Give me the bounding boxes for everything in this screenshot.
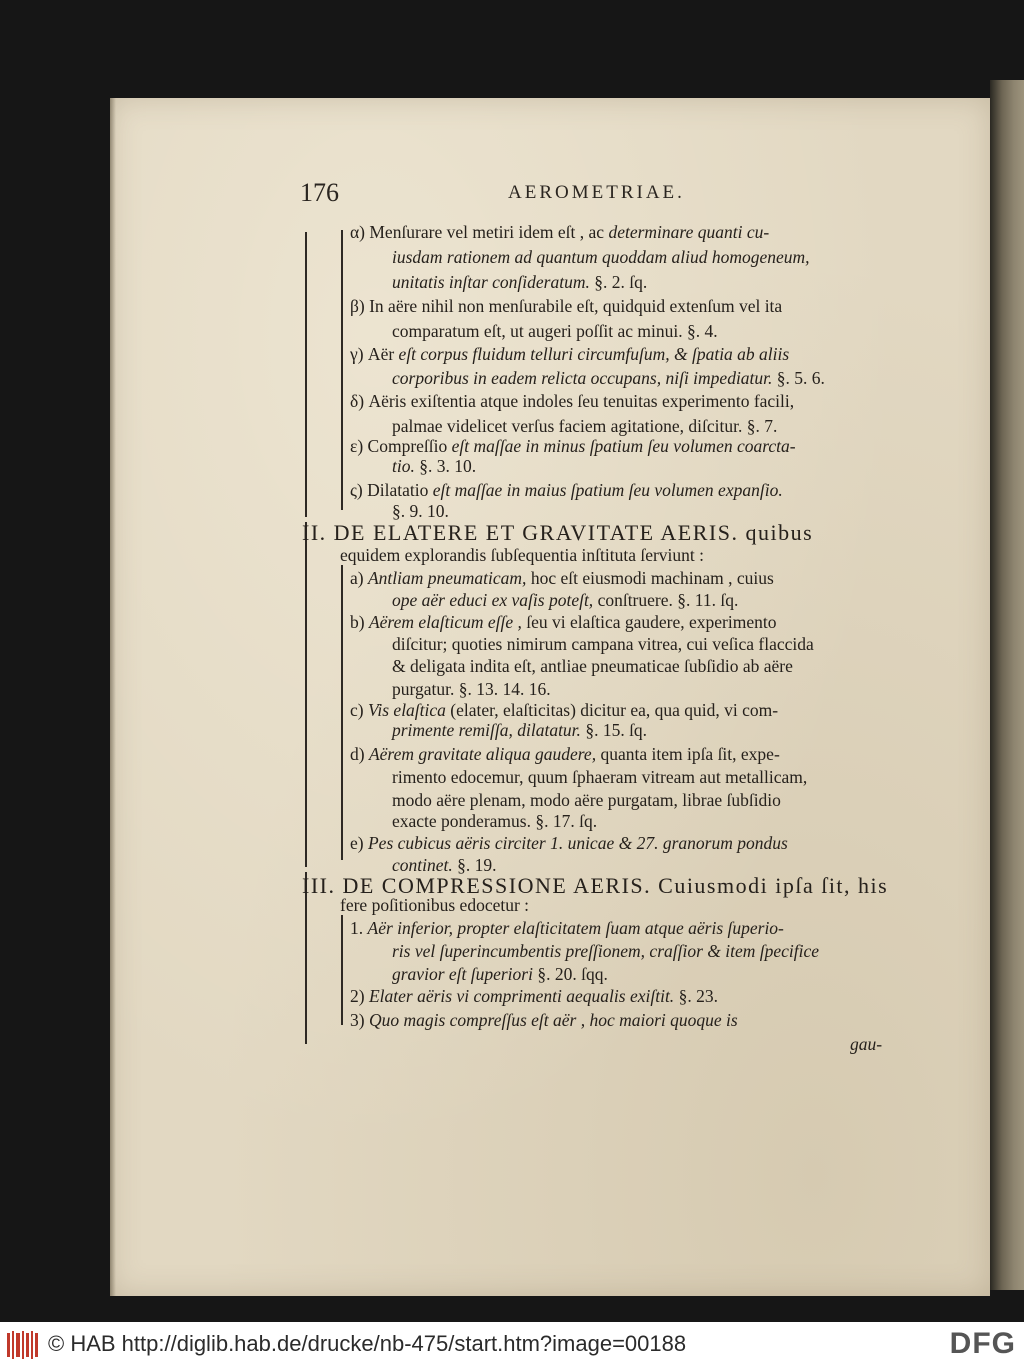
line-text: ε) Compreſſio xyxy=(350,436,452,456)
line-trailing-text: Cuiusmodi ipſa ſit, his xyxy=(651,873,889,898)
line-text: a) xyxy=(350,568,368,588)
line-trailing-text: hoc eſt eiusmodi machinam , cuius xyxy=(526,568,774,588)
line-italic-text: unitatis inſtar conſideratum. xyxy=(392,272,590,292)
line-trailing-text: quanta item ipſa ſit, expe- xyxy=(596,744,780,764)
sub-bracket-line xyxy=(341,565,343,860)
text-line xyxy=(350,344,789,365)
line-trailing-text: §. 5. 6. xyxy=(772,368,825,388)
text-line xyxy=(392,321,718,342)
text-line xyxy=(340,545,704,566)
line-trailing-text: §. 2. ſq. xyxy=(589,272,648,292)
line-text: β) In aëre nihil non menſurabile eſt, quidquid extenſum vel ita xyxy=(350,296,783,316)
line-italic-text: eſt corpus fluidum telluri circumfuſum, & ſpatia ab aliis xyxy=(398,344,790,364)
text-line xyxy=(392,456,476,477)
page-number: 176 xyxy=(300,178,339,207)
line-text: ς) Dilatatio xyxy=(350,480,433,500)
running-title: AEROMETRIAE. xyxy=(508,182,685,203)
text-line xyxy=(392,656,793,677)
text-line xyxy=(392,790,781,811)
text-line xyxy=(350,744,780,765)
text-line xyxy=(350,700,778,721)
adjacent-page-edge xyxy=(990,80,1024,1290)
line-text: equidem explorandis ſubſequentia inſtituta ſerviunt : xyxy=(340,545,705,565)
text-line xyxy=(392,634,814,655)
sub-bracket-line xyxy=(341,915,343,1025)
line-italic-text: corporibus in eadem relicta occupans, niſi impediatur. xyxy=(392,368,773,388)
line-italic-text: Elater aëris vi comprimenti aequalis exiſtit. xyxy=(368,986,675,1006)
text-line xyxy=(392,368,825,389)
line-text: δ) Aëris exiſtentia atque indoles ſeu tenuitas experimento facili, xyxy=(350,391,795,411)
text-line xyxy=(392,501,449,522)
line-text: 1. xyxy=(350,918,368,938)
line-text: exacte ponderamus. §. 17. ſq. xyxy=(392,811,598,831)
line-trailing-text: §. 3. 10. xyxy=(414,456,477,476)
line-text: 3) xyxy=(350,1010,369,1030)
text-line xyxy=(850,1034,882,1055)
line-text: α) Menſurare vel metiri idem eſt , ac xyxy=(350,222,609,242)
line-italic-text: primente remiſſa, dilatatur. xyxy=(392,720,581,740)
section-bracket-line xyxy=(305,522,307,867)
dfg-logo: DFG xyxy=(949,1327,1016,1360)
line-text: II. DE ELATERE ET GRAVITATE AERIS. xyxy=(302,520,739,545)
line-text: d) xyxy=(350,744,369,764)
line-italic-text: Pes cubicus aëris circiter 1. unicae & 27. granorum pondus xyxy=(367,833,788,853)
line-text: fere poſitionibus edocetur : xyxy=(340,895,530,915)
line-text: c) xyxy=(350,700,368,720)
text-line xyxy=(350,480,783,501)
text-line xyxy=(392,679,551,700)
text-line xyxy=(350,296,782,317)
line-trailing-text: §. 19. xyxy=(452,855,497,875)
text-line xyxy=(392,720,647,741)
text-line xyxy=(392,247,810,268)
line-text: b) xyxy=(350,612,369,632)
line-text: comparatum eſt, ut augeri poſſit ac minui. §. 4. xyxy=(392,321,718,341)
line-trailing-text: §. 23. xyxy=(674,986,718,1006)
line-italic-text: gau- xyxy=(850,1034,883,1054)
text-line xyxy=(392,767,807,788)
footer-bar xyxy=(0,1322,1024,1368)
text-line xyxy=(350,436,796,457)
line-trailing-text: quibus xyxy=(738,520,814,545)
sub-bracket-line xyxy=(341,230,343,510)
line-italic-text: ris vel ſuperincumbentis preſſionem, craſſior & item ſpecifice xyxy=(392,941,820,961)
line-italic-text: Aër inferior, propter elaſticitatem ſuam atque aëris ſuperio- xyxy=(367,918,784,938)
line-italic-text: Antliam pneumaticam, xyxy=(367,568,527,588)
line-italic-text: Aërem elaſticum eſſe , xyxy=(368,612,522,632)
line-text: purgatur. §. 13. 14. 16. xyxy=(392,679,551,699)
line-italic-text: iusdam rationem ad quantum quoddam aliud homogeneum, xyxy=(392,247,810,267)
text-line xyxy=(350,1010,738,1031)
page-header xyxy=(300,178,880,210)
page-edge-shadow xyxy=(110,98,116,1296)
line-text: diſcitur; quoties nimirum campana vitrea, cui veſica flaccida xyxy=(392,634,814,654)
line-text: palmae videlicet verſus faciem agitatione, diſcitur. §. 7. xyxy=(392,416,778,436)
line-text: modo aëre plenam, modo aëre purgatam, librae ſubſidio xyxy=(392,790,781,810)
line-text: & deligata indita eſt, antliae pneumaticae ſubſidio ab aëre xyxy=(392,656,793,676)
section-bracket-line xyxy=(305,232,307,517)
line-italic-text: eſt maſſae in minus ſpatium ſeu volumen coarcta- xyxy=(451,436,796,456)
line-trailing-text: conſtruere. §. 11. ſq. xyxy=(593,590,739,610)
line-italic-text: Vis elaſtica xyxy=(367,700,446,720)
line-text: §. 9. 10. xyxy=(392,501,449,521)
line-text: 2) xyxy=(350,986,369,1006)
line-text: γ) Aër xyxy=(350,344,399,364)
text-line xyxy=(350,391,794,412)
text-line xyxy=(350,833,788,854)
line-italic-text: gravior eſt ſuperiori xyxy=(392,964,533,984)
line-trailing-text: §. 15. ſq. xyxy=(580,720,648,740)
line-text: III. DE COMPRESSIONE AERIS. xyxy=(302,873,652,898)
line-text: rimento edocemur, quum ſphaeram vitream aut metallicam, xyxy=(392,767,808,787)
text-line xyxy=(392,416,777,437)
line-italic-text: tio. xyxy=(392,456,415,476)
line-text: e) xyxy=(350,833,368,853)
text-line xyxy=(392,272,647,293)
copyright-caption: © HAB http://diglib.hab.de/drucke/nb-475/start.htm?image=00188 xyxy=(48,1331,687,1356)
line-italic-text: eſt maſſae in maius ſpatium ſeu volumen expanſio. xyxy=(432,480,783,500)
text-line xyxy=(350,222,769,243)
text-line xyxy=(392,590,738,611)
text-line xyxy=(350,986,718,1007)
library-barcode-icon xyxy=(6,1329,40,1361)
line-italic-text: continet. xyxy=(392,855,453,875)
text-line xyxy=(350,612,776,633)
text-line xyxy=(392,964,608,985)
text-line xyxy=(350,568,774,589)
text-line xyxy=(392,811,597,832)
line-italic-text: Quo magis compreſſus eſt aër , hoc maiori quoque is xyxy=(368,1010,738,1030)
line-trailing-text: (elater, elaſticitas) dicitur ea, qua quid, vi com- xyxy=(445,700,779,720)
line-italic-text: ope aër educi ex vaſis poteſt, xyxy=(392,590,594,610)
line-italic-text: determinare quanti cu- xyxy=(608,222,770,242)
text-line xyxy=(350,918,784,939)
section-heading-line xyxy=(302,520,813,546)
text-line xyxy=(340,895,529,916)
line-trailing-text: ſeu vi elaſtica gaudere, experimento xyxy=(521,612,777,632)
text-line xyxy=(392,941,819,962)
line-italic-text: Aërem gravitate aliqua gaudere, xyxy=(368,744,597,764)
line-trailing-text: §. 20. ſqq. xyxy=(532,964,608,984)
